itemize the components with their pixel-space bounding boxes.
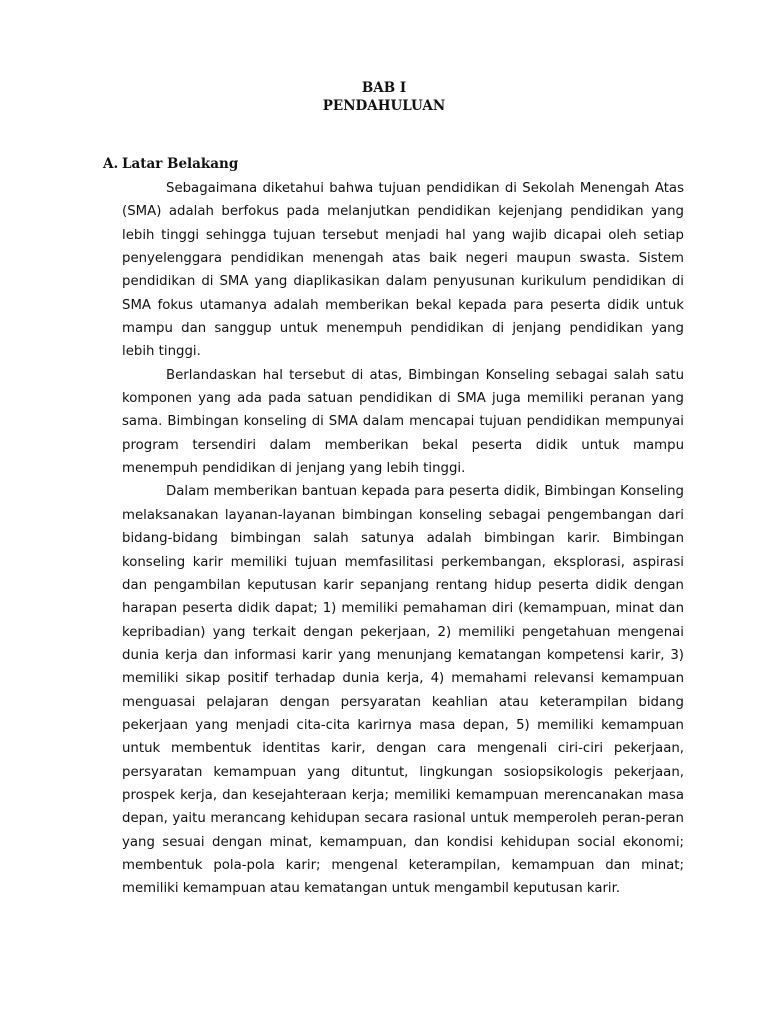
paragraph-1: Sebagaimana diketahui bahwa tujuan pendidikan di Sekolah Menengah Atas (SMA) adalah berfokus pada melanjutkan pendidikan kejenjang pendidikan yang lebih tinggi sehingga tujuan tersebut menjadi hal yang wajib dicapai oleh setiap penyelenggara pendidikan menengah atas baik negeri maupun swasta. Sistem pendidikan di SMA yang diaplikasikan dalam penyusunan kurikulum pendidikan di SMA fokus utamanya adalah memberikan bekal kepada para peserta didik untuk mampu dan sanggup untuk menempuh pendidikan di jenjang pendidikan yang lebih tinggi. [122,181,684,360]
chapter-number: BAB I [361,80,407,96]
chapter-title: PENDAHULUAN [322,98,446,114]
section-title: Latar Belakang [122,156,239,172]
section-label: A. [103,156,119,172]
paragraph-3: Dalam memberikan bantuan kepada para peserta didik, Bimbingan Konseling melaksanakan layanan-layanan bimbingan konseling sebagai pengembangan dari bidang-bidang bimbingan salah satunya adalah bimbingan karir. Bimbingan konseling karir memiliki tujuan memfasilitasi perkembangan, eksplorasi, aspirasi dan pengambilan keputusan karir sepanjang rentang hidup peserta didik dengan harapan peserta didik dapat; 1) memiliki pemahaman diri (kemampuan, minat dan kepribadian) yang terkait dengan pekerjaan, 2) memiliki pengetahuan mengenai dunia kerja dan informasi karir yang menunjang kematangan kompetensi karir, 3) memiliki sikap positif terhadap dunia kerja, 4) memahami relevansi kemampuan menguasai pelajaran dengan persyaratan keahlian atau keterampilan bidang pekerjaan yang menjadi cita-cita karirnya masa depan, 5) memiliki kemampuan untuk membentuk identitas karir, dengan cara mengenali ciri-ciri pekerjaan, persyaratan kemampuan yang dituntut, lingkungan sosiopsikologis pekerjaan, prospek kerja, dan kesejahteraan kerja; memiliki kemampuan merencanakan masa depan, yaitu merancang kehidupan secara rasional untuk memperoleh peran-peran yang sesuai dengan minat, kemampuan, dan kondisi kehidupan social ekonomi; membentuk pola-pola karir; mengenal keterampilan, kemampuan dan minat; memiliki kemampuan atau kematangan untuk mengambil keputusan karir. [122,484,684,897]
paragraph-2: Berlandaskan hal tersebut di atas, Bimbingan Konseling sebagai salah satu komponen yang ada pada satuan pendidikan di SMA juga memiliki peranan yang sama. Bimbingan konseling di SMA dalam mencapai tujuan pendidikan mempunyai program tersendiri dalam memberikan bekal peserta didik untuk mampu menempuh pendidikan di jenjang yang lebih tinggi. [122,367,684,477]
body-text [122,177,684,901]
section-heading [103,156,238,172]
